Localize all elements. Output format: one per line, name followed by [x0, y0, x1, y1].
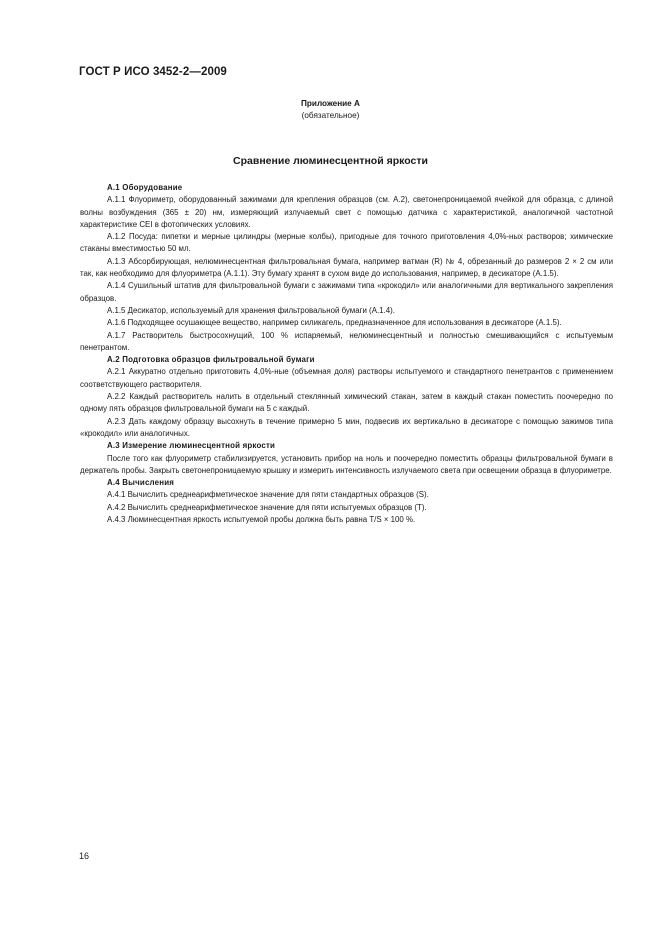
section-heading: А.3 Измерение люминесцентной яркости [107, 441, 276, 451]
paragraph: А.1.4 Сушильный штатив для фильтровальной бумаги с зажимами типа «крокодил» или аналогичными для вертикального закрепления образцов. [80, 281, 613, 303]
paragraph: После того как флуориметр стабилизируется, установить прибор на ноль и поочередно поместить образцы фильтровальной бумаги в держатель пробы. Закрыть светонепроницаемую крышку и измерить интенсивность излучаемого света при освещении образца в флуориметре. [80, 453, 613, 475]
annex-title: Сравнение люминесцентной яркости [233, 155, 428, 167]
paragraph: А.4.1 Вычислить среднеарифметическое значение для пяти стандартных образцов (S). [107, 490, 429, 500]
section-heading: А.2 Подготовка образцов фильтровальной бумаги [107, 355, 315, 365]
paragraph: А.1.3 Абсорбирующая, нелюминесцентная фильтровальная бумага, например ватман (R) № 4, обрезанный до размеров 2 × 2 см или так, как необходимо для флуориметра (А.1.1). Эту бумагу хранят в сухом виде до использования, например, в десикаторе (А.1.5). [80, 256, 613, 279]
paragraph: А.4.3 Люминесцентная яркость испытуемой пробы должна быть равна T/S × 100 %. [107, 515, 416, 525]
paragraph: А.1.7 Растворитель быстросохнущий, 100 % испаряемый, нелюминесцентный и полностью смешивающийся с испытуемым пенетрантом. [80, 330, 613, 352]
annex-status: (обязательное) [301, 111, 360, 120]
paragraph: А.1.5 Десикатор, используемый для хранения фильтровальной бумаги (А.1.4). [107, 305, 395, 315]
paragraph: А.2.3 Дать каждому образцу высохнуть в течение примерно 5 мин, подвесив их вертикально в десикаторе с помощью зажимов типа «крокодил» или аналогичных. [80, 416, 613, 438]
paragraph: А.1.2 Посуда: пипетки и мерные цилиндры (мерные колбы), пригодные для точного приготовления 4,0%-ных растворов; химические стаканы вместимостью 50 мл. [80, 232, 613, 254]
page-number: 16 [79, 851, 90, 861]
paragraph: А.1.6 Подходящее осушающее вещество, например силикагель, предназначенное для использования в десикаторе (А.1.5). [107, 318, 562, 328]
paragraph: А.2.1 Аккуратно отдельно приготовить 4,0%-ные (объемная доля) растворы испытуемого и стандартного пенетрантов с применением соответствующего растворителя. [80, 367, 613, 389]
annex-block [0, 98, 661, 122]
section-heading: А.1 Оборудование [107, 183, 183, 192]
annex-label: Приложение А [301, 99, 360, 108]
paragraph: А.4.2 Вычислить среднеарифметическое значение для пяти испытуемых образцов (T). [107, 502, 427, 512]
document-header: ГОСТ Р ИСО 3452-2—2009 [79, 66, 227, 78]
section-heading: А.4 Вычисления [107, 478, 175, 488]
paragraph: А.2.2 Каждый растворитель налить в отдельный стеклянный химический стакан, затем в каждый стакан поместить поочередно по одному пять образцов фильтровальной бумаги на 5 с каждый. [80, 392, 613, 414]
paragraph: А.1.1 Флуориметр, оборудованный зажимами для крепления образцов (см. А.2), светонепроницаемой ячейкой для образца, с длиной волны возбуждения (365 ± 20) нм, измеряющий излучаемый свет с помощью датчика с характеристикой, аналогичной частотной характеристике CEI в фотопических условиях. [80, 195, 613, 229]
document-body [80, 182, 613, 526]
